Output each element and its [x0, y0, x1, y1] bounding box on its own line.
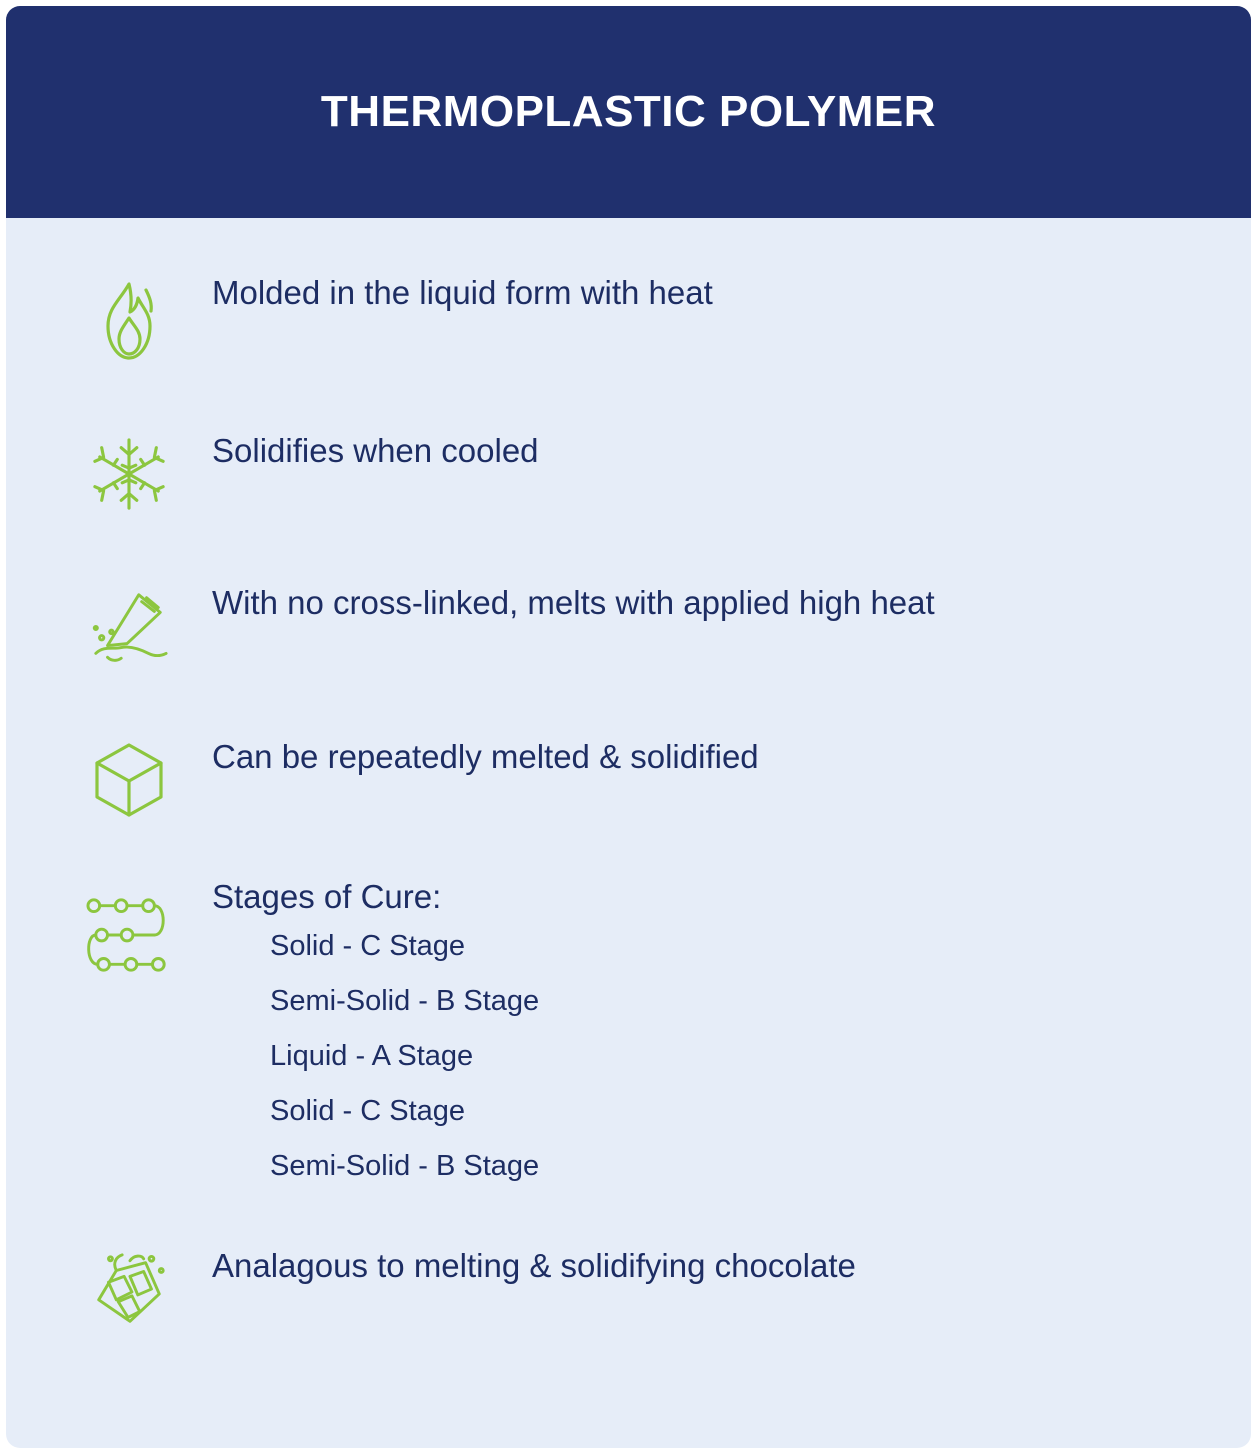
list-item-label: Can be repeatedly melted & solidified [212, 738, 759, 775]
list-item [6, 274, 1251, 364]
list-item-stages [6, 878, 1251, 1181]
stages-list [212, 929, 540, 1182]
cube-icon [74, 738, 184, 820]
page-title: THERMOPLASTIC POLYMER [320, 87, 937, 136]
melting-icon [74, 584, 184, 668]
chocolate-icon [74, 1247, 184, 1335]
snowflake-icon [74, 432, 184, 514]
thermoplastic-polymer-card [6, 6, 1251, 1448]
list-item [6, 432, 1251, 514]
list-item: Liquid - A Stage [270, 1039, 474, 1072]
list-item-label: Analagous to melting & solidifying chocolate [212, 1246, 856, 1284]
process-flow-icon [74, 878, 184, 980]
card-body [6, 218, 1251, 1335]
list-item: Solid - C Stage [270, 929, 466, 962]
stages-title: Stages of Cure: [212, 878, 442, 915]
list-item-label: Molded in the liquid form with heat [212, 274, 713, 311]
flame-icon [74, 274, 184, 364]
list-item [6, 1247, 1251, 1335]
list-item [6, 584, 1251, 668]
list-item: Solid - C Stage [270, 1094, 466, 1127]
list-item-label: With no cross-linked, melts with applied high heat [212, 584, 935, 621]
list-item: Semi-Solid - B Stage [270, 984, 540, 1017]
stages-block [184, 878, 539, 1181]
card-header [6, 6, 1251, 218]
list-item-label: Solidifies when cooled [212, 432, 539, 469]
list-item [6, 738, 1251, 820]
list-item: Semi-Solid - B Stage [270, 1149, 540, 1182]
